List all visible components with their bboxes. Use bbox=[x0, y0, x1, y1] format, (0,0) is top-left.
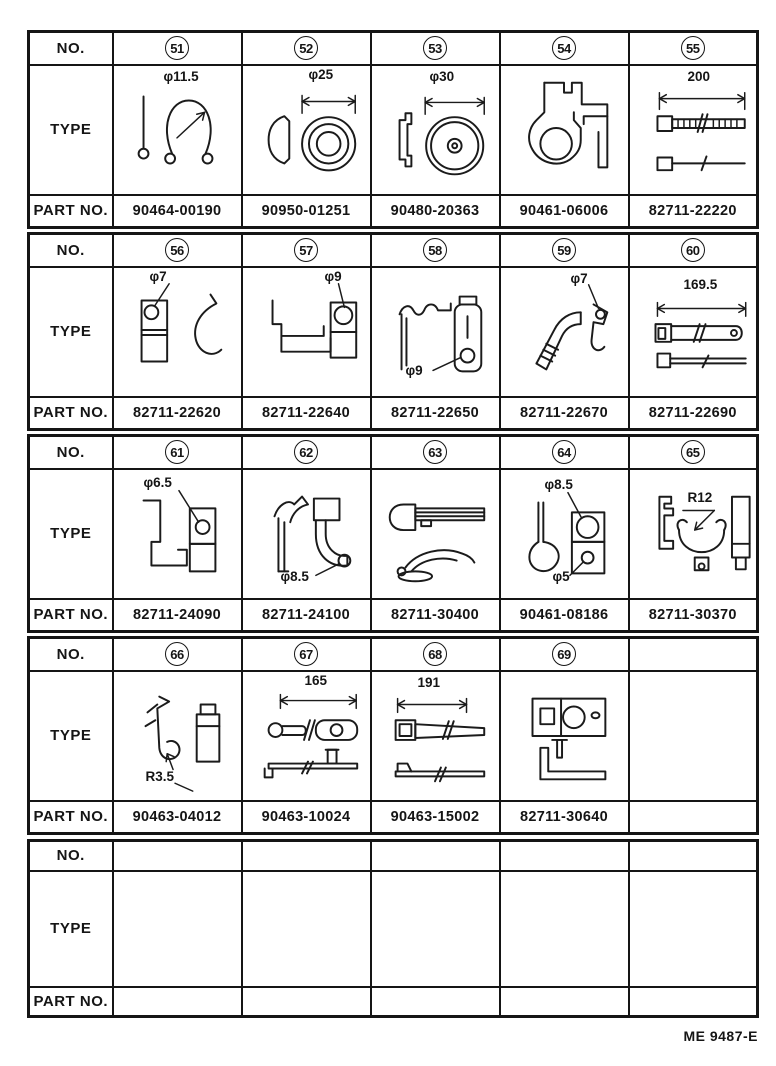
part-number: 82711-30370 bbox=[629, 599, 758, 632]
dimension-label: φ8.5 bbox=[280, 568, 309, 584]
part-54-clamp-diagram bbox=[501, 66, 628, 194]
row-header-no: NO. bbox=[29, 436, 113, 469]
empty-cell bbox=[242, 987, 371, 1017]
row-header-part-no: PART NO. bbox=[29, 397, 113, 430]
part-number-badge: 69 bbox=[552, 642, 576, 666]
empty-cell bbox=[629, 801, 758, 834]
part-number-badge: 65 bbox=[681, 440, 705, 464]
row-header-type: TYPE bbox=[29, 65, 113, 195]
part-55-cable-tie-diagram bbox=[630, 66, 757, 194]
parts-table-2 bbox=[27, 232, 759, 431]
part-56-clip-and-hook-diagram bbox=[114, 268, 241, 396]
part-number: 82711-22220 bbox=[629, 195, 758, 228]
no-row bbox=[29, 638, 758, 671]
part-number-badge: 52 bbox=[294, 36, 318, 60]
part-no-row bbox=[29, 195, 758, 228]
part-number-badge: 61 bbox=[165, 440, 189, 464]
row-header-no: NO. bbox=[29, 234, 113, 267]
part-no-row bbox=[29, 801, 758, 834]
part-number-badge: 55 bbox=[681, 36, 705, 60]
dimension-label: R3.5 bbox=[145, 768, 175, 784]
part-no-row bbox=[29, 397, 758, 430]
type-row bbox=[29, 469, 758, 599]
parts-table-4 bbox=[27, 636, 759, 835]
part-58-bracket-strap-diagram bbox=[372, 268, 499, 396]
part-69-plate-and-hook-diagram bbox=[501, 672, 628, 800]
part-53-disc-diagram bbox=[372, 66, 499, 194]
part-number: 82711-30640 bbox=[500, 801, 629, 834]
type-row bbox=[29, 871, 758, 987]
part-number-badge: 54 bbox=[552, 36, 576, 60]
no-row bbox=[29, 234, 758, 267]
part-number-badge: 51 bbox=[165, 36, 189, 60]
part-number: 82711-30400 bbox=[371, 599, 500, 632]
parts-table-5-empty bbox=[27, 839, 759, 1018]
dimension-label: φ9 bbox=[324, 268, 342, 284]
part-63-push-clip-diagram bbox=[372, 470, 499, 598]
part-number: 82711-22640 bbox=[242, 397, 371, 430]
empty-cell bbox=[629, 987, 758, 1017]
parts-table-3 bbox=[27, 434, 759, 633]
empty-cell bbox=[629, 638, 758, 671]
dimension-label: φ7 bbox=[149, 268, 167, 284]
empty-cell bbox=[242, 871, 371, 987]
part-no-row bbox=[29, 987, 758, 1017]
empty-cell bbox=[629, 841, 758, 871]
part-52-grommet-diagram bbox=[243, 66, 370, 194]
dimension-label: φ8.5 bbox=[544, 476, 573, 492]
row-header-no: NO. bbox=[29, 638, 113, 671]
part-number: 82711-24090 bbox=[113, 599, 242, 632]
part-number-badge: 62 bbox=[294, 440, 318, 464]
no-row bbox=[29, 841, 758, 871]
empty-cell bbox=[113, 987, 242, 1017]
dimension-label: 191 bbox=[417, 674, 441, 690]
part-number-badge: 56 bbox=[165, 238, 189, 262]
dimension-label: φ25 bbox=[308, 66, 334, 82]
empty-cell bbox=[500, 871, 629, 987]
row-header-part-no: PART NO. bbox=[29, 599, 113, 632]
part-number: 90464-00190 bbox=[113, 195, 242, 228]
part-number-badge: 58 bbox=[423, 238, 447, 262]
type-row bbox=[29, 671, 758, 801]
part-number: 82711-22620 bbox=[113, 397, 242, 430]
part-57-hook-bracket-diagram bbox=[243, 268, 370, 396]
no-row bbox=[29, 32, 758, 65]
empty-cell bbox=[500, 841, 629, 871]
part-68-cable-tie-diagram bbox=[372, 672, 499, 800]
part-59-elbow-and-hook-diagram bbox=[501, 268, 628, 396]
part-67-strap-and-rod-diagram bbox=[243, 672, 370, 800]
part-number-badge: 68 bbox=[423, 642, 447, 666]
part-number: 82711-22650 bbox=[371, 397, 500, 430]
part-66-wire-clip-diagram bbox=[114, 672, 241, 800]
empty-cell bbox=[113, 871, 242, 987]
row-header-no: NO. bbox=[29, 841, 113, 871]
part-number: 90480-20363 bbox=[371, 195, 500, 228]
row-header-type: TYPE bbox=[29, 267, 113, 397]
part-number-badge: 57 bbox=[294, 238, 318, 262]
dimension-label: 169.5 bbox=[683, 276, 718, 292]
part-number-badge: 67 bbox=[294, 642, 318, 666]
part-number-badge: 59 bbox=[552, 238, 576, 262]
part-no-row bbox=[29, 599, 758, 632]
part-number-badge: 66 bbox=[165, 642, 189, 666]
empty-cell bbox=[242, 841, 371, 871]
row-header-part-no: PART NO. bbox=[29, 801, 113, 834]
type-row bbox=[29, 65, 758, 195]
row-header-type: TYPE bbox=[29, 671, 113, 801]
part-number: 90950-01251 bbox=[242, 195, 371, 228]
part-number-badge: 63 bbox=[423, 440, 447, 464]
dimension-label: R12 bbox=[687, 489, 713, 505]
dimension-label: φ6.5 bbox=[143, 474, 172, 490]
empty-cell bbox=[629, 671, 758, 801]
row-header-part-no: PART NO. bbox=[29, 195, 113, 228]
row-header-type: TYPE bbox=[29, 469, 113, 599]
dimension-label: 200 bbox=[687, 68, 711, 84]
row-header-type: TYPE bbox=[29, 871, 113, 987]
part-number: 90461-06006 bbox=[500, 195, 629, 228]
dimension-label: φ7 bbox=[570, 270, 588, 286]
dimension-label: φ11.5 bbox=[163, 68, 199, 84]
part-number: 82711-24100 bbox=[242, 599, 371, 632]
part-number: 90463-15002 bbox=[371, 801, 500, 834]
empty-cell bbox=[371, 987, 500, 1017]
part-number-badge: 64 bbox=[552, 440, 576, 464]
empty-cell bbox=[371, 871, 500, 987]
part-61-bracket-diagram bbox=[114, 470, 241, 598]
part-number: 90463-10024 bbox=[242, 801, 371, 834]
dimension-label: φ5 bbox=[552, 568, 570, 584]
empty-cell bbox=[629, 871, 758, 987]
part-number: 90463-04012 bbox=[113, 801, 242, 834]
dimension-label: φ9 bbox=[405, 362, 423, 378]
no-row bbox=[29, 436, 758, 469]
part-51-pin-and-clip-diagram bbox=[114, 66, 241, 194]
empty-cell bbox=[500, 987, 629, 1017]
part-number: 90461-08186 bbox=[500, 599, 629, 632]
part-number: 82711-22670 bbox=[500, 397, 629, 430]
parts-table-1 bbox=[27, 30, 759, 229]
page-footer: ME 9487-E bbox=[683, 1028, 758, 1044]
part-number-badge: 53 bbox=[423, 36, 447, 60]
empty-cell bbox=[113, 841, 242, 871]
row-header-no: NO. bbox=[29, 32, 113, 65]
part-number: 82711-22690 bbox=[629, 397, 758, 430]
row-header-part-no: PART NO. bbox=[29, 987, 113, 1017]
dimension-label: 165 bbox=[304, 672, 328, 688]
type-row bbox=[29, 267, 758, 397]
empty-cell bbox=[371, 841, 500, 871]
part-number-badge: 60 bbox=[681, 238, 705, 262]
dimension-label: φ30 bbox=[429, 68, 455, 84]
